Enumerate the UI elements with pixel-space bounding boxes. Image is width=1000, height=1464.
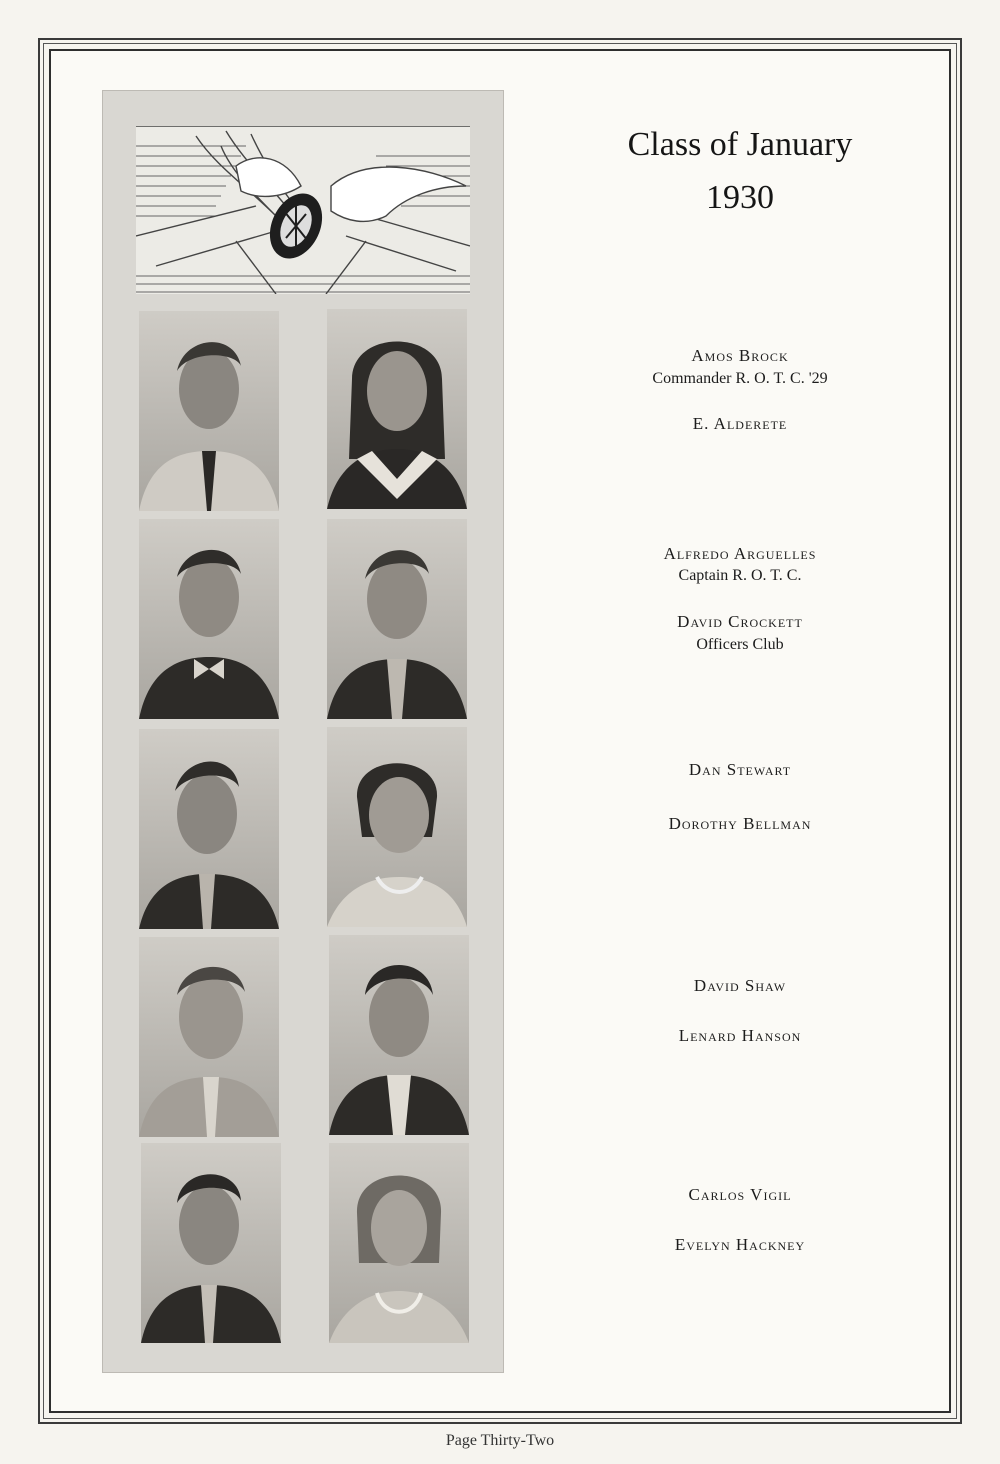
title-line-1: Class of January <box>627 126 853 163</box>
portrait-photo <box>139 519 279 719</box>
student-name: Amos Brock <box>691 346 789 365</box>
title-line-2: 1930 <box>706 179 774 216</box>
page-number: Page Thirty-Two <box>445 1432 555 1449</box>
student-name: Lenard Hanson <box>678 1026 802 1045</box>
student-name: David Crockett <box>677 612 803 631</box>
portrait-photo <box>329 1143 469 1343</box>
student-role: Captain R. O. T. C. <box>678 567 802 584</box>
portrait-photo <box>139 937 279 1137</box>
portrait-photo <box>139 311 279 511</box>
portrait-photo <box>327 727 467 927</box>
portrait-photo <box>329 935 469 1135</box>
portrait-photo <box>327 309 467 509</box>
student-name: Carlos Vigil <box>688 1185 792 1204</box>
page-title <box>570 118 910 224</box>
student-name: E. Alderete <box>692 414 788 433</box>
student-name: Evelyn Hackney <box>674 1235 806 1254</box>
student-role: Officers Club <box>696 636 784 653</box>
student-name: David Shaw <box>693 976 787 995</box>
portrait-photo <box>141 1143 281 1343</box>
student-name: Dan Stewart <box>688 760 792 779</box>
winged-wheel-emblem <box>136 126 470 294</box>
student-role: Commander R. O. T. C. '29 <box>652 370 828 387</box>
portrait-photo <box>139 729 279 929</box>
student-name: Dorothy Bellman <box>668 814 812 833</box>
student-name: Alfredo Arguelles <box>663 544 817 563</box>
portrait-photo <box>327 519 467 719</box>
